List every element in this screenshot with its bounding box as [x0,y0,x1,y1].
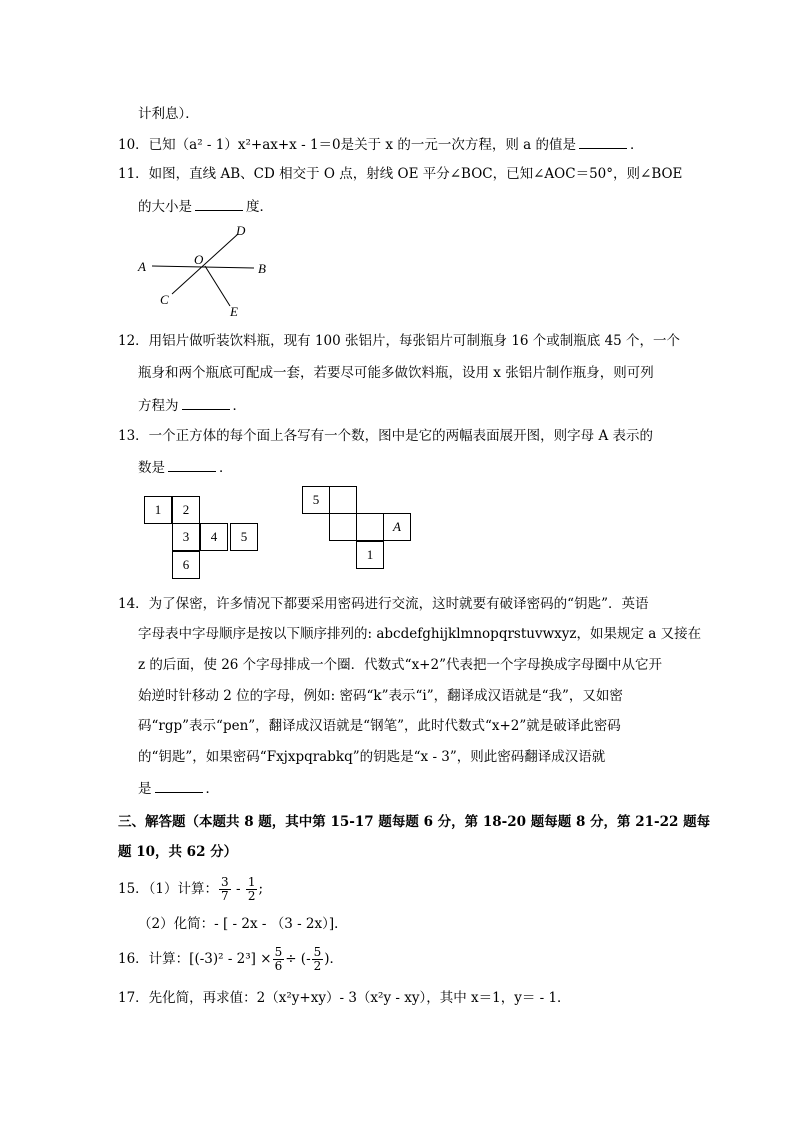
period: ． [232,398,246,414]
denominator: 2 [313,959,322,973]
q12-text: 方程为 [138,398,179,414]
question-10-text: 10．已知（a² - 1）x²+ax+x - 1＝0是关于 x 的一元一次方程，则 a 的值是 [118,137,576,153]
question-14-line7 [138,778,219,799]
section-heading-line2: 题 10，共 62 分） [118,844,238,860]
question-14-line4: 始逆时针移动 2 位的字母，例如: 密码“k”表示“i”，翻译成汉语就是“我”，又如密 [138,688,623,704]
label-C: C [160,292,169,307]
question-12-line2: 瓶身和两个瓶底可配成一套，若要尽可能多做饮料瓶，设用 x 张铝片制作瓶身，则可列 [138,365,654,381]
text-line: 计利息）． [138,106,199,122]
q16-text: 16．计算：[(-3)² - 2³] × [118,951,272,967]
answer-blank [182,395,230,410]
net-cell: 6 [172,551,200,579]
numerator: 5 [313,945,322,959]
question-14-line3: z 的后面，使 26 个字母排成一个圈．代数式“x+2”代表把一个字母换成字母圈中从它开 [138,657,662,673]
q13-text: 数是 [138,460,165,476]
q16-text: )． [324,951,344,967]
question-15-part1: 15．（1）计算： $\frac{3}{7}$ - $\frac{1}{2}$ ; [118,875,264,903]
numerator: 1 [247,875,256,889]
net-cell [356,513,384,541]
question-14-line5: 码“rgp”表示“pen”，翻译成汉语就是“钢笔”，此时代数式“x+2”就是破译此密码 [138,718,621,734]
question-13-line1: 13．一个正方体的每个面上各写有一个数，图中是它的两幅表面展开图，则字母 A 表示的 [118,428,654,444]
label-E: E [230,304,238,319]
q14-text: 是 [138,781,152,797]
net-cell: 3 [172,523,200,551]
answer-blank [155,778,203,793]
question-15-part2: （2）化简：- [ - 2x - （3 - 2x）]． [138,916,348,932]
question-16 [118,944,343,974]
question-17: 17．先化简，再求值：2（x²y+xy）- 3（x²y - xy），其中 x＝1，y＝ - 1． [118,990,571,1006]
label-B: B [258,261,266,276]
question-14-line6: 的“钥匙”，如果密码“Fxjxpqrabkq”的钥匙是“x - 3”，则此密码翻译成汉语就 [138,749,606,765]
figure-intersecting-lines [130,222,280,322]
answer-blank [168,457,216,472]
net-cell [329,513,357,541]
q16-text: ÷ (- [285,951,311,967]
question-11-line2 [138,196,273,217]
question-12-line1: 12．用铝片做听装饮料瓶，现有 100 张铝片，每张铝片可制瓶身 16 个或制瓶底 45 个，一个 [118,333,681,349]
net-cell: 4 [200,523,228,551]
net-cell: 5 [230,523,258,551]
fraction [219,876,231,903]
question-14-line2: 字母表中字母顺序是按以下顺序排列的: abcdefghijklmnopqrstuvwxyz，如果规定 a 又接在 [138,626,702,642]
net-cell: 1 [144,496,172,524]
question-14-line1: 14．为了保密，许多情况下都要采用密码进行交流，这时就要有破译密码的“钥匙”．英语 [118,596,649,612]
net-cell: A [383,513,411,541]
numerator: 5 [274,945,283,959]
label-D: D [236,223,246,238]
question-12-line3 [138,395,246,416]
q15-label: 15．（1）计算： [118,881,219,897]
net-cell: 1 [356,541,384,569]
q11-text: 的大小是 [138,199,192,215]
net-cell: 2 [172,496,200,524]
fraction [273,946,285,973]
question-10 [118,134,643,155]
fraction [246,876,258,903]
denominator: 6 [274,959,283,973]
period: ． [629,137,644,153]
section-heading-line1: 三、解答题（本题共 8 题，其中第 15-17 题每题 6 分，第 18-20 题每题 8 分，第 21-22 题每 [118,814,711,830]
label-O: O [194,252,204,267]
label-A: A [138,259,146,274]
period: ． [219,460,233,476]
net-cell: 5 [302,486,330,514]
answer-blank [579,134,627,149]
numerator: 3 [221,875,229,889]
answer-blank [195,196,243,211]
question-13-line2 [138,457,233,478]
period: ． [205,781,219,797]
question-11-line1: 11．如图，直线 AB、CD 相交于 O 点，射线 OE 平分∠BOC，已知∠AOC＝50°，则∠BOE [118,166,683,182]
net-cell [329,486,357,514]
q11-unit: 度． [246,199,273,215]
denominator: 7 [221,889,229,903]
denominator: 2 [247,889,256,903]
fraction [312,946,324,973]
